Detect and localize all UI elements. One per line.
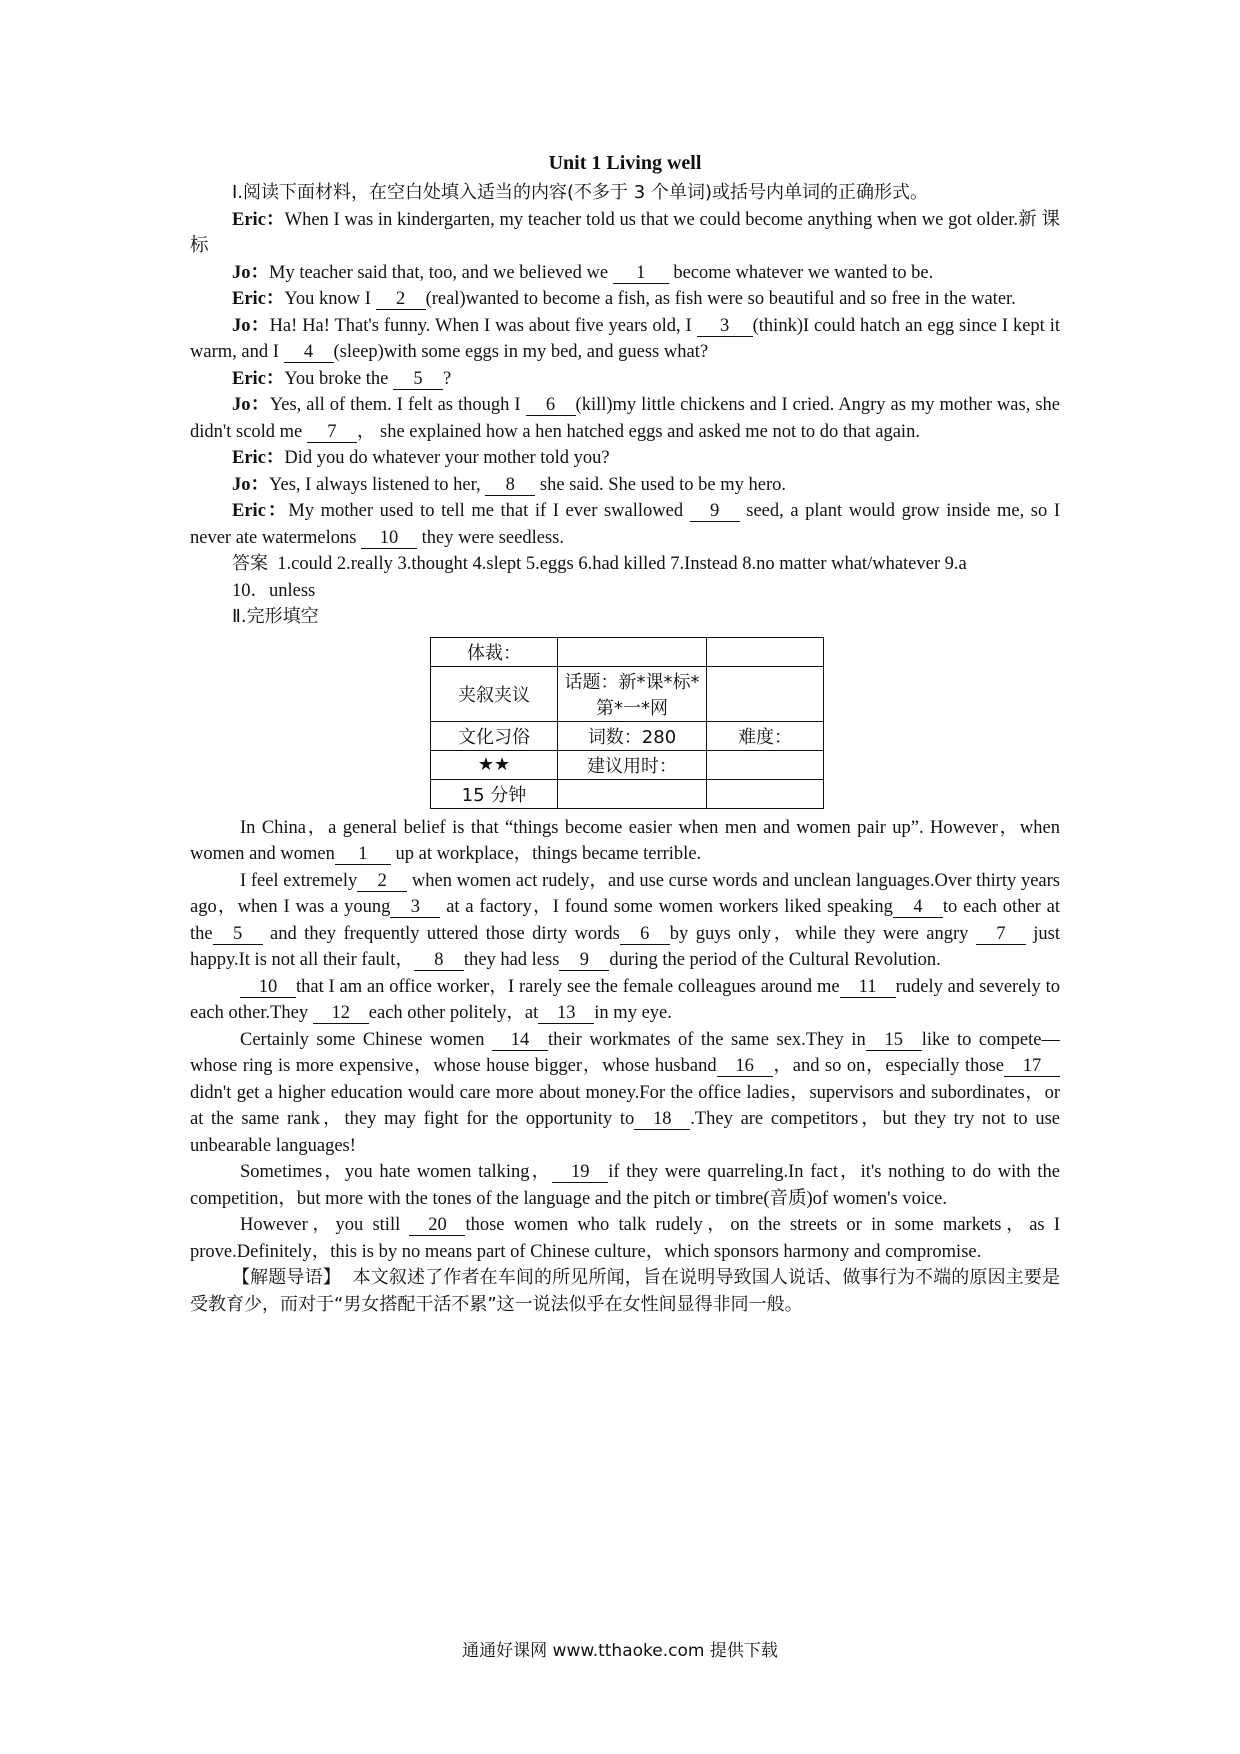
table-cell: 话题：新*课*标*第*一*网: [558, 666, 707, 721]
passage-paragraph: However，you still 20 those women who talk rudely，on the streets or in some markets，as I prove.Definitely，this is by no means part of Chinese culture，which sponsors harmony and compromise.: [190, 1215, 1060, 1262]
blank: 5: [393, 369, 443, 390]
passage-paragraph: 10 that I am an office worker，I rarely see the female colleagues around me 11 rudely and severely to each other.They 12 each other politely，at 13 in my eye.: [190, 976, 1061, 1023]
table-cell: 难度：: [707, 721, 824, 750]
page-footer: 通通好课网 www.tthaoke.com 提供下载: [462, 1641, 778, 1661]
blank: 19: [552, 1162, 608, 1183]
blank: 1: [613, 263, 669, 284]
blank: 10: [361, 528, 417, 549]
section1-instruction: Ⅰ.阅读下面材料，在空白处填入适当的内容(不多于 3 个单词)或括号内单词的正确形式。: [232, 182, 928, 203]
blank: 5: [213, 924, 263, 945]
table-cell: 体裁：: [431, 637, 558, 666]
blank: 8: [414, 950, 464, 971]
blank: 2: [357, 871, 407, 892]
blank: 13: [538, 1003, 594, 1024]
table-cell: [558, 637, 707, 666]
dialogue-line: Eric：My mother used to tell me that if I ever swallowed 9 seed, a plant would grow inside me, so I never ate watermelons 10 they were seedless.: [190, 501, 1061, 548]
passage-paragraph: Sometimes，you hate women talking， 19 if they were quarreling.In fact，it's nothing to do with the competition，but more with the tones of the language and the pitch or timbre(音质)of women's voice.: [190, 1162, 1060, 1209]
blank: 15: [866, 1030, 922, 1051]
blank: 14: [492, 1030, 548, 1051]
table-cell: [707, 637, 824, 666]
solution-guide: 【解题导语】 本文叙述了作者在车间的所见所闻，旨在说明导致国人说话、做事行为不端的原因主要是受教育少，而对于“男女搭配干活不累”这一说法似乎在女性间显得非同一般。: [190, 1267, 1060, 1315]
dialogue-line: Jo：My teacher said that, too, and we believed we 1 become whatever we wanted to be.: [232, 262, 934, 283]
table-cell: 15 分钟: [431, 779, 558, 808]
dialogue-line: Eric：You broke the 5 ?: [232, 368, 452, 389]
blank: 4: [893, 897, 943, 918]
answer-key: 答案 1.could 2.really 3.thought 4.slept 5.eggs 6.had killed 7.Instead 8.no matter what/whatever 9.a: [232, 553, 967, 574]
answer-key-last: 10．unless: [232, 580, 316, 601]
table-cell: [707, 666, 824, 721]
passage-paragraph: I feel extremely 2 when women act rudely，and use curse words and unclean languages.Over thirty years ago，when I was a young 3 at a factory，I found some women workers liked speaking 4 to each other at the 5 and they frequently uttered those dirty words 6 by guys only，while they were angry 7 just happy.It is not all their fault， 8 they had less 9 during the period of the Cultural Revolution.: [190, 870, 1060, 970]
blank: 12: [313, 1003, 369, 1024]
blank: 20: [409, 1215, 465, 1236]
blank: 6: [526, 395, 576, 416]
table-cell: [707, 750, 824, 779]
blank: 16: [717, 1056, 773, 1077]
table-cell: 词数：280: [558, 721, 707, 750]
document-page: [190, 150, 1060, 1318]
blank: 9: [690, 501, 740, 522]
passage-info-table: [430, 637, 824, 809]
dialogue-line: Jo：Yes, all of them. I felt as though I 6 (kill)my little chickens and I cried. Angry as my mother was, she didn't scold me 7 ， she explained how a hen hatched eggs and asked me not to do that again.: [190, 395, 1060, 442]
blank: 3: [390, 897, 440, 918]
passage-paragraph: In China，a general belief is that “things become easier when men and women pair up”. However，when women and women 1 up at workplace，things became terrible.: [190, 817, 1060, 864]
unit-title: Unit 1 Living well: [548, 152, 702, 174]
table-cell: 文化习俗: [431, 721, 558, 750]
blank: 17: [1004, 1056, 1060, 1077]
blank: 10: [240, 977, 296, 998]
blank: 4: [284, 342, 334, 363]
dialogue-line: Eric：When I was in kindergarten, my teacher told us that we could become anything when we got older.新 课 标: [190, 209, 1060, 256]
blank: 7: [307, 422, 357, 443]
table-cell: [707, 779, 824, 808]
table-cell: [558, 779, 707, 808]
section2-heading: Ⅱ.完形填空: [232, 606, 319, 627]
dialogue-line: Jo：Yes, I always listened to her, 8 she said. She used to be my hero.: [232, 474, 787, 495]
dialogue-line: Eric：You know I 2 (real)wanted to become a fish, as fish were so beautiful and so free in the water.: [232, 289, 1016, 309]
dialogue-line: Eric：Did you do whatever your mother told you?: [232, 448, 610, 468]
blank: 11: [840, 977, 896, 998]
table-cell: 建议用时：: [558, 750, 707, 779]
table-cell: 夹叙夹议: [431, 666, 558, 721]
blank: 2: [376, 289, 426, 310]
blank: 6: [620, 924, 670, 945]
blank: 1: [335, 844, 391, 865]
dialogue-line: Jo：Ha! Ha! That's funny. When I was about five years old, I 3 (think)I could hatch an egg since I kept it warm, and I 4 (sleep)with some eggs in my bed, and guess what?: [190, 315, 1060, 362]
blank: 7: [976, 924, 1026, 945]
passage-paragraph: Certainly some Chinese women 14 their workmates of the same sex.They in 15 like to compete—whose ring is more expensive，whose house bigger，whose husband 16 ，and so on，especially those 17 didn't get a higher education would care more about money.For the office ladies，supervisors and subordinates，or at the same rank，they may fight for the opportunity to 18 .They are competitors，but they try not to use unbearable languages!: [190, 1029, 1061, 1156]
blank: 18: [634, 1109, 690, 1130]
blank: 3: [697, 316, 753, 337]
blank: 9: [559, 950, 609, 971]
table-cell: ★★: [431, 750, 558, 779]
blank: 8: [485, 475, 535, 496]
